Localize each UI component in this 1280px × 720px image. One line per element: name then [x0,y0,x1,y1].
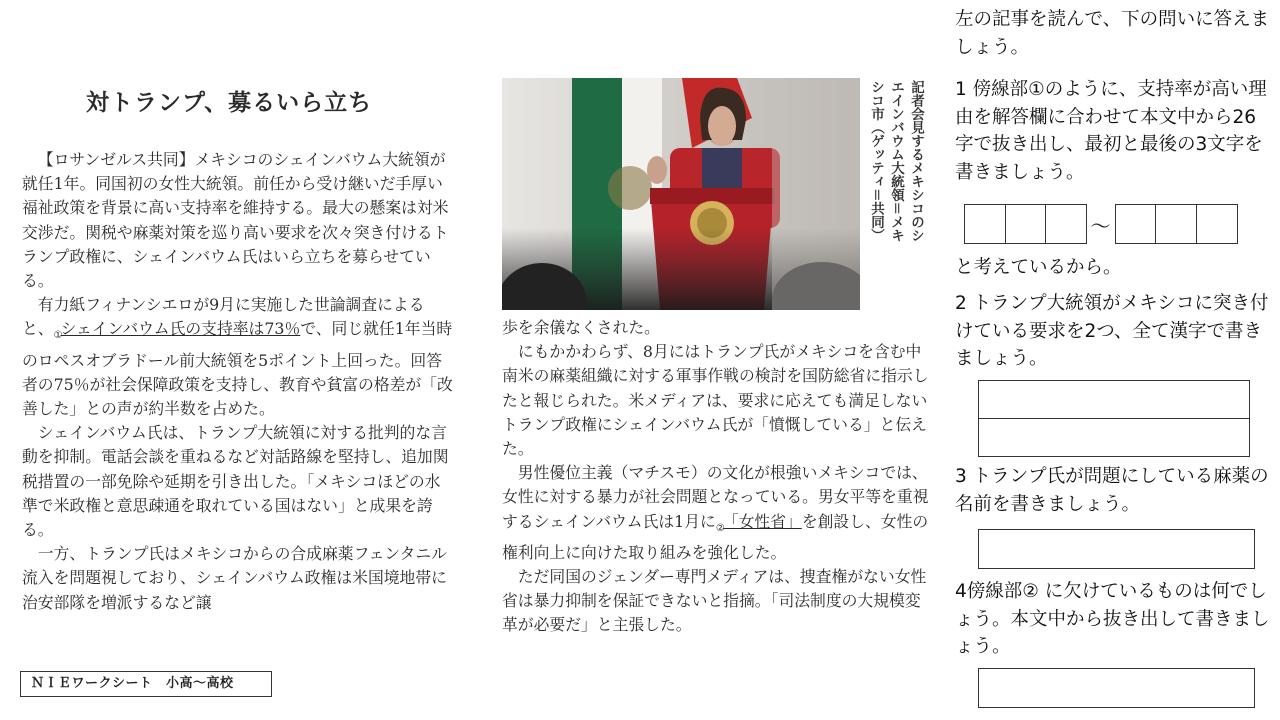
paragraph-3: シェインバウム氏は、トランプ大統領に対する批判的な言動を抑制。電話会談を重ねるなど対話路線を堅持し、追加関税措置の一部免除や延期を引き出した。「メキシコほどの水準で米政権と意思疎通を取れている国はない」と成果を誇る。 [22,423,449,540]
answer-box-q3[interactable] [978,529,1255,569]
answer-box-q1-end-3[interactable] [1196,204,1238,244]
answer-box-divider [979,418,1249,419]
tilde-separator: ～ [1090,213,1111,238]
article-headline: 対トランプ、募るいら立ち [86,90,373,116]
photo-caption: 記者会見するメキシコのシ エインバウム大統領＝メキ シコ市（ゲッティ＝共同） [868,80,924,242]
underlined-phrase-1: シェインバウム氏の支持率は73％ [60,319,301,339]
answer-box-q1-start-1[interactable] [964,204,1006,244]
answer-box-q1-end-1[interactable] [1115,204,1157,244]
question-1: 1 傍線部①のように、支持率が高い理由を解答欄に合わせて本文中から26字で抜き出し、最初と最後の3文字を書きましょう。 [955,79,1267,183]
press-conference-image [502,78,860,310]
answer-box-q1-start-2[interactable] [1005,204,1047,244]
underlined-phrase-2: 「女性省」 [722,511,802,531]
questions-intro: 左の記事を読んで、下の問いに答えましょう。 [955,9,1270,58]
answer-box-q1-start-3[interactable] [1045,204,1087,244]
paragraph-2: 有力紙フィナンシエロが9月に実施した世論調査によると、$_①$シェインバウム氏の支持率は73％で、同じ就任1年当時のロペスオブラドール前大統領を5ポイント上回った。回答者の75％が社会保障政策を支持し、教育や貧富の格差が「改善した」との声が約半数を占めた。 [22,295,453,419]
answer-box-q4[interactable] [978,668,1255,708]
paragraph-6: にもかかわらず、8月にはトランプ氏がメキシコを含む中南米の麻薬組織に対する軍事作戦の検討を国防総省に指示したと報じられた。米メディアは、要求に応えても満足しないトランプ政権にシェインバウム氏が「憤慨している」と伝えた。 [502,342,929,459]
paragraph-5: 歩を余儀なくされた。 [502,318,660,337]
article-column-1 [22,148,454,615]
question-3: 3 トランプ氏が問題にしている麻薬の名前を書きましょう。 [955,466,1269,515]
paragraph-1: 【ロサンゼルス共同】メキシコのシェインバウム大統領が就任1年。同国初の女性大統領。前任から受け継いだ手厚い福祉政策を背景に高い支持率を維持する。最大の懸案は対米交渉だ。関税や麻薬対策を巡り高い要求を次々突き付けるトランプ政権に、シェインバウム氏はいら立ちを募らせている。 [22,150,449,291]
marker-2: ② [715,522,725,534]
article-photo [502,78,860,310]
paragraph-4: 一方、トランプ氏はメキシコからの合成麻薬フェンタニル流入を問題視しており、シェインバウム政権は米国境地帯に治安部隊を増派するなど譲 [22,544,447,612]
answer-boxes-q1 [964,204,1236,244]
paragraph-7: 男性優位主義（マチスモ）の文化が根強いメキシコでは、女性に対する暴力が社会問題となっている。男女平等を重視するシェインバウム氏は1月に$_②$「女性省」を創設し、女性の権利向上に向けた取り組みを強化した。 [502,463,929,562]
question-2: 2 トランプ大統領がメキシコに突き付けている要求を2つ、全て漢字で書きましょう。 [955,293,1269,369]
paragraph-8: ただ同国のジェンダー専門メディアは、捜査権がない女性省は暴力抑制を保証できないと指摘。「司法制度の大規模変革が必要だ」と主張した。 [502,567,927,635]
question-1-tail: と考えているから。 [955,257,1122,278]
question-4: 4傍線部② に欠けているものは何でしょう。本文中から抜き出して書きましょう。 [955,581,1270,657]
answer-box-q1-end-2[interactable] [1155,204,1197,244]
marker-1: ① [53,330,63,342]
answer-box-q2[interactable] [978,380,1250,457]
article-column-2 [502,316,930,638]
worksheet-footer-label: ＮＩＥワークシート 小高～高校 [20,671,272,697]
